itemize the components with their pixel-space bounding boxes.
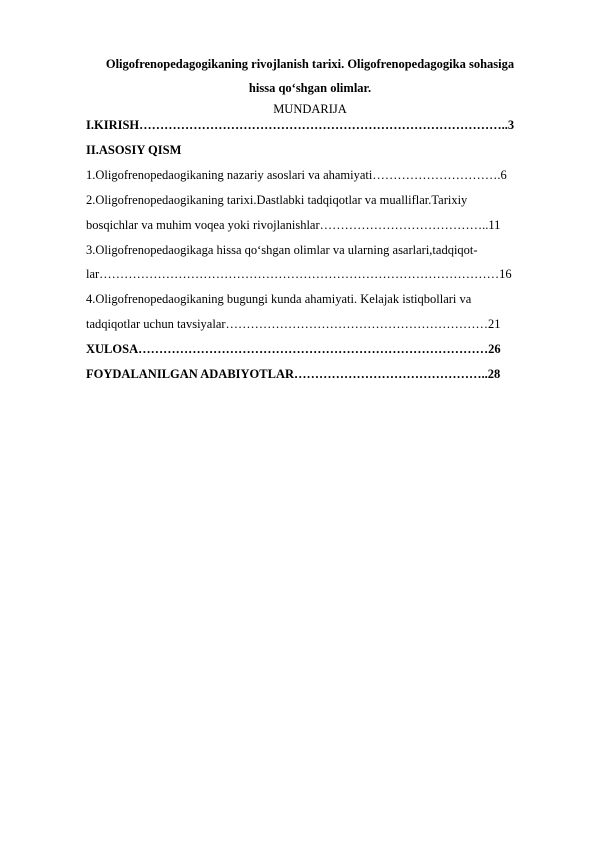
toc-entry-2-line1: 2.Oligofrenopedaogikaning tarixi.Dastlabki tadqiqotlar va mualliflar.Tarixiy xyxy=(86,193,468,207)
toc-entry-2-line2: bosqichlar va muhim voqea yoki rivojlanishlar…………………………………..11 xyxy=(86,218,501,232)
contents-heading: MUNDARIJA xyxy=(273,102,347,116)
document-title-line2: hissa qo‘shgan olimlar. xyxy=(248,81,372,95)
toc-entry-references: FOYDALANILGAN ADABIYOTLAR………………………………………..28 xyxy=(86,367,501,381)
toc-entry-1: 1.Oligofrenopedaogikaning nazariy asoslari va ahamiyati………………………….6 xyxy=(86,168,507,182)
toc-entry-3-line2: lar……………………………………………………………………………………16 xyxy=(86,267,512,281)
toc-entry-4-line2: tadqiqotlar uchun tavsiyalar………………………………………………………21 xyxy=(86,317,501,331)
toc-entry-conclusion: XULOSA…………………………………………………………………………26 xyxy=(86,342,501,356)
toc-section-main: II.ASOSIY QISM xyxy=(86,143,182,157)
document-title-line1: Oligofrenopedagogikaning rivojlanish tarixi. Oligofrenopedagogika sohasiga xyxy=(105,57,515,71)
toc-entry-3-line1: 3.Oligofrenopedaogikaga hissa qo‘shgan olimlar va ularning asarlari,tadqiqot- xyxy=(86,243,478,257)
toc-entry-intro: I.KIRISH……………………………………………………………………………..3 xyxy=(86,118,515,132)
toc-entry-4-line1: 4.Oligofrenopedaogikaning bugungi kunda ahamiyati. Kelajak istiqbollari va xyxy=(86,292,472,306)
